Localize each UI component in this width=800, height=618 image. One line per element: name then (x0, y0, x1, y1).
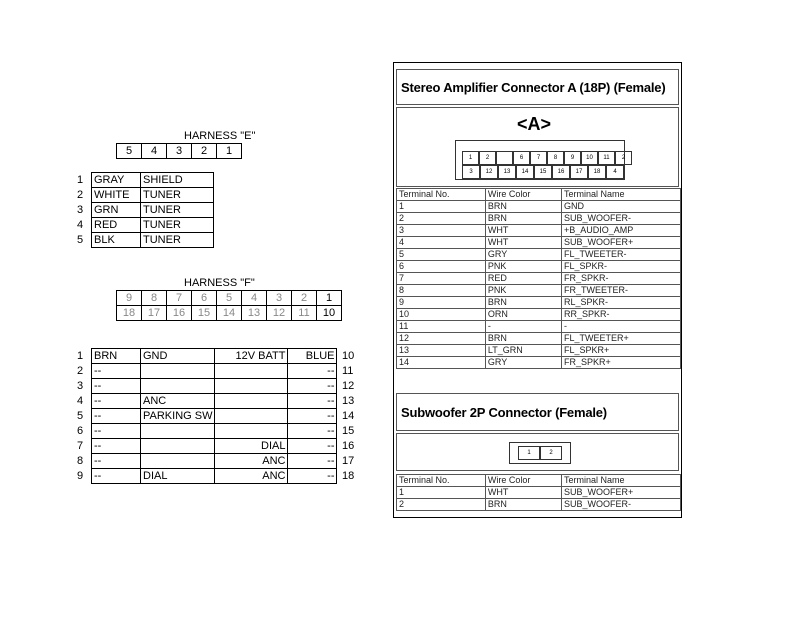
harness-f-row (92, 439, 337, 454)
terminal-name: FL_TWEETER- (562, 249, 681, 261)
row-number: 9 (77, 470, 84, 482)
terminal-row (397, 357, 681, 369)
wire-note (215, 394, 288, 409)
harness-f-pin: 12 (267, 306, 292, 321)
wire-color-2: -- (288, 424, 337, 439)
harness-e-row-numbers (77, 173, 83, 248)
terminal-name: FL_SPKR- (562, 261, 681, 273)
wire-function (141, 439, 215, 454)
terminal-row (397, 297, 681, 309)
wire-color: BRN (92, 349, 141, 364)
harness-f-row (92, 394, 337, 409)
terminal-row (397, 333, 681, 345)
harness-e-pin: 5 (117, 144, 142, 159)
subwoofer-pin: 2 (540, 446, 562, 460)
row-number: 7 (77, 440, 84, 452)
connector-a-pin: 12 (480, 165, 498, 179)
terminal-no: 4 (397, 237, 486, 249)
row-number-right: 15 (342, 425, 355, 437)
wire-function: PARKING SW (141, 409, 215, 424)
wire-function: ANC (141, 394, 215, 409)
connector-a-pin: 2 (479, 151, 496, 165)
harness-f-pin-layout (116, 290, 342, 321)
terminal-no: 5 (397, 249, 486, 261)
connector-a-title: Stereo Amplifier Connector A (18P) (Female) (401, 80, 666, 95)
row-number: 2 (77, 189, 84, 201)
wire-function (141, 424, 215, 439)
harness-f-pin: 3 (267, 291, 292, 306)
row-number: 1 (77, 174, 84, 186)
wire-note (215, 379, 288, 394)
connector-a-pin (496, 151, 513, 165)
row-number-right: 16 (342, 440, 355, 452)
wire-color: LT_GRN (485, 345, 561, 357)
harness-f-pin: 9 (117, 291, 142, 306)
terminal-name: FR_TWEETER- (562, 285, 681, 297)
wire-note: 12V BATT (215, 349, 288, 364)
terminal-name: FL_TWEETER+ (562, 333, 681, 345)
wire-color: BRN (485, 333, 561, 345)
harness-f-row (92, 349, 337, 364)
connector-a-pin: 11 (598, 151, 615, 165)
wire-note (215, 409, 288, 424)
wire-color: BRN (485, 297, 561, 309)
connector-a-pin: 17 (570, 165, 588, 179)
subwoofer-shell (509, 442, 571, 464)
terminal-no: 13 (397, 345, 486, 357)
wire-color: -- (92, 379, 141, 394)
wire-note: ANC (215, 469, 288, 484)
wire-color: -- (92, 364, 141, 379)
row-number-right: 12 (342, 380, 355, 392)
row-number: 1 (77, 350, 84, 362)
terminal-no: 12 (397, 333, 486, 345)
wire-note (215, 364, 288, 379)
wire-color: -- (92, 394, 141, 409)
wire-color: GRY (485, 357, 561, 369)
terminal-row (397, 213, 681, 225)
connector-a-pin: 14 (516, 165, 534, 179)
harness-f-row (92, 364, 337, 379)
harness-f-row (92, 424, 337, 439)
wire-function: TUNER (141, 233, 214, 248)
harness-e-row (92, 203, 214, 218)
table-header: Terminal Name (562, 475, 681, 487)
harness-f-row (92, 469, 337, 484)
connector-a-terminal-table (396, 188, 681, 369)
harness-f-pin: 18 (117, 306, 142, 321)
terminal-no: 9 (397, 297, 486, 309)
harness-e-row (92, 218, 214, 233)
harness-f-pin: 8 (142, 291, 167, 306)
wire-color: BRN (485, 213, 561, 225)
harness-f-pin: 11 (292, 306, 317, 321)
row-number-right: 10 (342, 350, 355, 362)
terminal-no: 14 (397, 357, 486, 369)
row-number-right: 17 (342, 455, 355, 467)
terminal-name: SUB_WOOFER- (562, 499, 681, 511)
harness-f-pin: 14 (217, 306, 242, 321)
wire-function: TUNER (141, 218, 214, 233)
terminal-name: RR_SPKR- (562, 309, 681, 321)
harness-f-pin: 15 (192, 306, 217, 321)
connector-a-pin: 15 (534, 165, 552, 179)
harness-e-pin: 4 (142, 144, 167, 159)
wire-color-2: -- (288, 394, 337, 409)
subwoofer-terminal-table (396, 474, 681, 511)
connector-a-pin: 7 (530, 151, 547, 165)
wire-color-2: -- (288, 379, 337, 394)
connector-a-shell (455, 140, 625, 180)
terminal-name: +B_AUDIO_AMP (562, 225, 681, 237)
terminal-row (397, 273, 681, 285)
row-number: 6 (77, 425, 84, 437)
wire-color-2: -- (288, 454, 337, 469)
wire-color: WHT (485, 487, 561, 499)
terminal-row (397, 499, 681, 511)
wire-function (141, 454, 215, 469)
wire-color: PNK (485, 261, 561, 273)
wire-function: TUNER (141, 188, 214, 203)
connector-a-pin: 1 (462, 151, 479, 165)
terminal-no: 6 (397, 261, 486, 273)
wire-function: GND (141, 349, 215, 364)
terminal-no: 1 (397, 487, 486, 499)
terminal-row (397, 487, 681, 499)
terminal-no: 7 (397, 273, 486, 285)
wire-function: DIAL (141, 469, 215, 484)
connector-a-title-box (396, 69, 679, 105)
row-number: 5 (77, 234, 84, 246)
terminal-no: 2 (397, 499, 486, 511)
terminal-name: FR_SPKR+ (562, 357, 681, 369)
wire-color-2: BLUE (288, 349, 337, 364)
wire-color: GRY (485, 249, 561, 261)
harness-e-pin-layout (116, 143, 242, 159)
harness-f-row (92, 454, 337, 469)
harness-f-table (91, 348, 337, 484)
connector-a-drawing-box (396, 107, 679, 187)
wire-color: WHITE (92, 188, 141, 203)
wire-color: -- (92, 409, 141, 424)
row-number: 4 (77, 395, 84, 407)
harness-e-pin: 2 (192, 144, 217, 159)
terminal-row (397, 261, 681, 273)
row-number: 5 (77, 410, 84, 422)
wire-color: BRN (485, 499, 561, 511)
harness-f-pin: 17 (142, 306, 167, 321)
connector-a-pin: 9 (564, 151, 581, 165)
row-number: 3 (77, 380, 84, 392)
row-number-right: 14 (342, 410, 355, 422)
table-header: Terminal No. (397, 475, 486, 487)
harness-e-pin: 3 (167, 144, 192, 159)
wire-color: WHT (485, 225, 561, 237)
harness-e-title: HARNESS "E" (184, 130, 256, 142)
subwoofer-title: Subwoofer 2P Connector (Female) (401, 405, 607, 420)
row-number: 8 (77, 455, 84, 467)
wire-function (141, 379, 215, 394)
row-number: 3 (77, 204, 84, 216)
connector-a-pin: 10 (581, 151, 598, 165)
harness-f-pin: 2 (292, 291, 317, 306)
harness-f-pin: 16 (167, 306, 192, 321)
wire-color: ORN (485, 309, 561, 321)
connector-diagram-panel (393, 62, 682, 518)
terminal-no: 10 (397, 309, 486, 321)
row-number: 2 (77, 365, 84, 377)
table-header: Terminal Name (562, 189, 681, 201)
table-header: Terminal No. (397, 189, 486, 201)
wire-color: GRN (92, 203, 141, 218)
harness-f-pin: 13 (242, 306, 267, 321)
terminal-row (397, 309, 681, 321)
wire-color-2: -- (288, 364, 337, 379)
wire-color-2: -- (288, 439, 337, 454)
wire-note (215, 424, 288, 439)
harness-e-pin: 1 (217, 144, 242, 159)
wire-function: SHIELD (141, 173, 214, 188)
wire-color: GRAY (92, 173, 141, 188)
wire-color-2: -- (288, 469, 337, 484)
connector-a-pin: 4 (606, 165, 624, 179)
wire-note: ANC (215, 454, 288, 469)
terminal-name: SUB_WOOFER+ (562, 487, 681, 499)
harness-e-row (92, 188, 214, 203)
row-number-right: 11 (342, 365, 354, 377)
connector-a-pin: 3 (462, 165, 480, 179)
harness-e-table (91, 172, 214, 248)
wire-function: TUNER (141, 203, 214, 218)
wire-color: - (485, 321, 561, 333)
harness-f-row (92, 409, 337, 424)
wire-color: RED (485, 273, 561, 285)
wire-note: DIAL (215, 439, 288, 454)
row-number-right: 13 (342, 395, 355, 407)
row-number-right: 18 (342, 470, 355, 482)
wire-color-2: -- (288, 409, 337, 424)
harness-f-pin: 6 (192, 291, 217, 306)
wire-color: PNK (485, 285, 561, 297)
wire-color: RED (92, 218, 141, 233)
harness-f-pin: 5 (217, 291, 242, 306)
connector-a-pin: 16 (552, 165, 570, 179)
wire-color: BLK (92, 233, 141, 248)
harness-f-pin: 7 (167, 291, 192, 306)
wire-color: -- (92, 439, 141, 454)
terminal-row (397, 225, 681, 237)
connector-a-pin: 6 (513, 151, 530, 165)
terminal-name: FR_SPKR- (562, 273, 681, 285)
harness-f-row-numbers (77, 349, 83, 484)
table-header: Wire Color (485, 475, 561, 487)
harness-f-title: HARNESS "F" (184, 277, 255, 289)
terminal-no: 2 (397, 213, 486, 225)
terminal-row (397, 201, 681, 213)
terminal-name: - (562, 321, 681, 333)
wire-color: -- (92, 454, 141, 469)
terminal-no: 11 (397, 321, 486, 333)
subwoofer-pin: 1 (518, 446, 540, 460)
wire-color: -- (92, 424, 141, 439)
terminal-no: 3 (397, 225, 486, 237)
connector-a-pin: 2 (615, 151, 632, 165)
harness-f-right-numbers (342, 349, 354, 484)
subwoofer-title-box (396, 393, 679, 431)
wire-color: -- (92, 469, 141, 484)
terminal-no: 8 (397, 285, 486, 297)
table-header: Wire Color (485, 189, 561, 201)
row-number: 4 (77, 219, 84, 231)
terminal-name: RL_SPKR- (562, 297, 681, 309)
harness-f-pin: 4 (242, 291, 267, 306)
harness-f-pin: 1 (317, 291, 342, 306)
connector-a-label: <A> (517, 114, 552, 134)
terminal-row (397, 321, 681, 333)
terminal-name: SUB_WOOFER+ (562, 237, 681, 249)
harness-f-row (92, 379, 337, 394)
wire-color: WHT (485, 237, 561, 249)
wire-function (141, 364, 215, 379)
terminal-name: SUB_WOOFER- (562, 213, 681, 225)
subwoofer-drawing-box (396, 433, 679, 471)
connector-a-pin: 8 (547, 151, 564, 165)
terminal-row (397, 285, 681, 297)
connector-a-pin: 18 (588, 165, 606, 179)
connector-a-pin: 13 (498, 165, 516, 179)
terminal-no: 1 (397, 201, 486, 213)
terminal-name: FL_SPKR+ (562, 345, 681, 357)
harness-e-row (92, 233, 214, 248)
terminal-row (397, 345, 681, 357)
harness-e-row (92, 173, 214, 188)
harness-f-pin: 10 (317, 306, 342, 321)
terminal-name: GND (562, 201, 681, 213)
wire-color: BRN (485, 201, 561, 213)
terminal-row (397, 249, 681, 261)
terminal-row (397, 237, 681, 249)
